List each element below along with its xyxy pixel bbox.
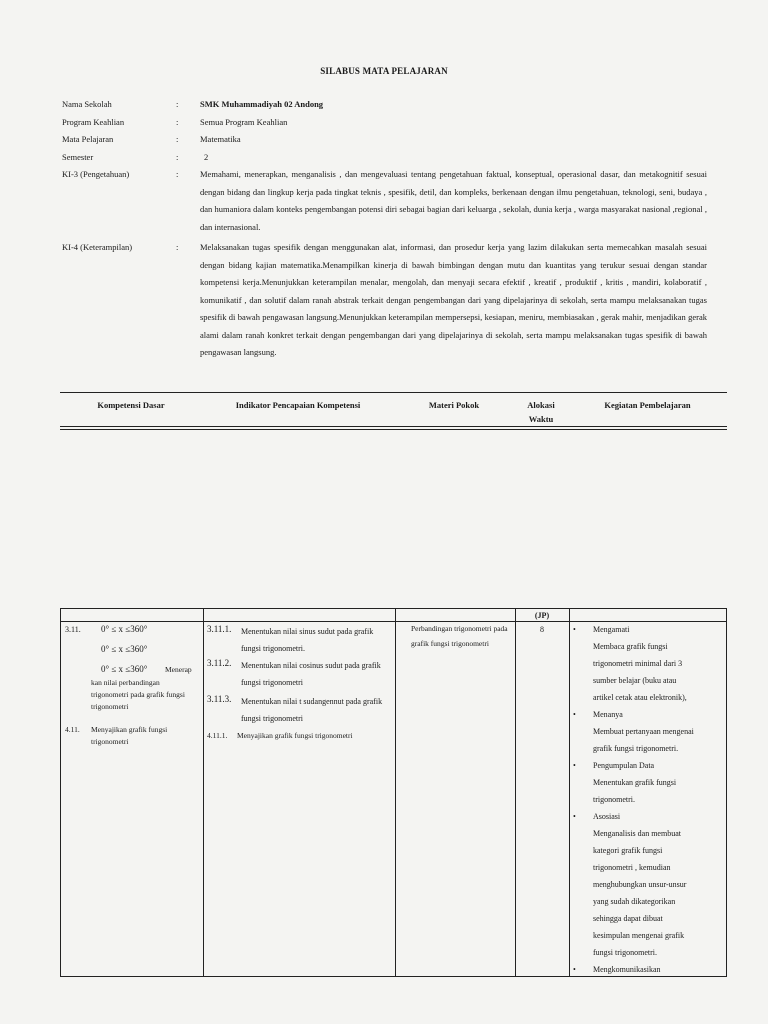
meta-row-ki4 [62, 239, 707, 362]
kegiatan-line: menghubungkan unsur-unsur [593, 880, 687, 889]
kd-311-range: 0° ≤ x ≤360° [101, 624, 148, 634]
bullet-icon: • [573, 812, 576, 821]
kegiatan-line: Membaca grafik fungsi [593, 642, 668, 651]
semester-value: 2 [204, 151, 209, 162]
ki4-text: Melaksanakan tugas spesifik dengan menggunakan alat, informasi, dan prosedur kerja yang lazim dilakukan serta memecahkan masalah sesuai dengan bidang kajian matematika.Menampilkan kinerja di bawah bimbingan dengan mutu dan kuantitas yang terukur sesuai dengan standar kompetensi kerja.Menunjukkan keterampilan menalar, mengolah, dan menyaji secara efektif , kreatif , produktif , kritis , mandiri, kolaboratif , komunikatif , dan solutif dalam ranah abstrak terkait dengan pengembangan dari yang dipelajarinya di sekolah, serta mampu melaksanakan tugas spesifik di bawah pengawasan langsung.Menunjukkan keterampilan mempersepsi, kesiapan, meniru, membiasakan , gerak mahir, menjadikan gerak alami dalam ranah konkret terkait dengan pengembangan dari yang dipelajarinya di sekolah, serta mampu melaksanakan tugas spesifik di bawah pengawasan langsung. [200, 242, 707, 357]
ipk-2-number: 3.11.2. [207, 658, 232, 668]
bullet-icon: • [573, 710, 576, 719]
meta-separator: : [176, 116, 179, 127]
kd-311-text-a: Menerap [165, 665, 192, 674]
syllabus-table [60, 608, 727, 977]
kd-311-range: 0° ≤ x ≤360° [101, 664, 148, 674]
kegiatan-line: Menganalisis dan membuat [593, 829, 681, 838]
ipk-2-text: Menentukan nilai cosinus sudut pada grafik fungsi trigonometri [241, 661, 381, 687]
kegiatan-line: Membuat pertanyaan mengenai [593, 727, 694, 736]
kegiatan-line: artikel cetak atau elektronik), [593, 693, 687, 702]
meta-separator: : [176, 134, 179, 144]
meta-label: Semester [62, 151, 94, 162]
kegiatan-line: sumber belajar (buku atau [593, 676, 677, 685]
header-waktu: Waktu [528, 414, 554, 424]
column-divider [515, 609, 516, 976]
subject-value: Matematika [200, 134, 241, 144]
column-divider [569, 609, 570, 976]
column-divider [203, 609, 204, 976]
kegiatan-line: yang sudah dikategorikan [593, 897, 676, 906]
header-alokasi: Alokasi [527, 400, 555, 410]
kegiatan-line: grafik fungsi trigonometri. [593, 744, 679, 753]
header-ipk: Indikator Pencapaian Kompetensi [235, 400, 361, 410]
kegiatan-line: fungsi trigonometri. [593, 948, 657, 957]
bullet-icon: • [573, 965, 576, 974]
kegiatan-head: Pengumpulan Data [593, 761, 655, 770]
kegiatan-head: Mengamati [593, 625, 630, 634]
header-kd: Kompetensi Dasar [97, 400, 165, 410]
ipk-1-number: 3.11.1. [207, 624, 232, 634]
ki3-text: Memahami, menerapkan, menganalisis , dan mengevaluasi tentang pengetahuan faktual, konseptual, operasional dasar, dan metakognitif sesuai dengan bidang dan lingkup kerja pada tingkat teknis , spesifik, detil, dan kompleks, berkenaan dengan ilmu pengetahuan, teknologi, seni, budaya , dan humaniora dalam konteks pengembangan potensi diri sebagai bagian dari keluarga , sekolah, dunia kerja , warga masyarakat nasional ,regional , dan internasional. [200, 169, 707, 232]
meta-separator: : [176, 99, 179, 109]
meta-row-subject [62, 131, 707, 149]
meta-row-ki3 [62, 166, 707, 236]
meta-label: KI-4 (Keterampilan) [62, 242, 133, 252]
kd-411-number: 4.11. [65, 725, 80, 734]
kegiatan-line: kesimpulan mengenai grafik [593, 931, 685, 940]
header-materi: Materi Pokok [428, 400, 480, 410]
kegiatan-head: Mengkomunikasikan [593, 965, 661, 974]
meta-row-program [62, 114, 707, 132]
kd-311-text: kan nilai perbandingan trigonometri pada grafik fungsi trigonometri [91, 678, 185, 711]
kd-311-number: 3.11. [65, 625, 81, 634]
kegiatan-line: sehingga dapat dibuat [593, 914, 663, 923]
table-header [60, 392, 727, 427]
kegiatan-line: trigonometri , kemudian [593, 863, 671, 872]
alokasi-waktu: 8 [540, 625, 544, 634]
kd-411-text: Menyajikan grafik fungsi trigonometri [91, 725, 168, 746]
meta-row-school [62, 96, 707, 114]
program-value: Semua Program Keahlian [200, 116, 288, 127]
meta-row-semester [62, 149, 707, 167]
kd-311-range: 0° ≤ x ≤360° [101, 644, 148, 654]
meta-label: Nama Sekolah [62, 99, 112, 109]
header-kegiatan: Kegiatan Pembelajaran [604, 400, 691, 410]
meta-separator: : [176, 169, 179, 179]
kegiatan-line: trigonometri minimal dari 3 [593, 659, 683, 668]
ipk-1-text: Menentukan nilai sinus sudut pada grafik fungsi trigonometri. [241, 627, 374, 653]
document-title: SILABUS MATA PELAJARAN [320, 66, 448, 76]
meta-label: Mata Pelajaran [62, 134, 114, 144]
kegiatan-line: trigonometri. [593, 795, 635, 804]
kegiatan-line: Menentukan grafik fungsi [593, 778, 677, 787]
ipk-3-number: 3.11.3. [207, 694, 232, 704]
meta-label: Program Keahlian [62, 116, 125, 127]
ipk-4-text: Menyajikan grafik fungsi trigonometri [237, 731, 353, 740]
ipk-4-number: 4.11.1. [207, 731, 228, 740]
column-divider [395, 609, 396, 976]
header-jp: (JP) [534, 611, 550, 620]
header-rule [60, 429, 727, 430]
kegiatan-head: Menanya [593, 710, 623, 719]
meta-separator: : [176, 151, 179, 162]
materi-pokok: Perbandingan trigonometri pada grafik fungsi trigonometri [411, 624, 508, 648]
meta-separator: : [176, 242, 179, 252]
kegiatan-line: kategori grafik fungsi [593, 846, 663, 855]
meta-block [62, 96, 707, 362]
kegiatan-head: Asosiasi [593, 812, 621, 821]
bullet-icon: • [573, 761, 576, 770]
ipk-3-text: Menentukan nilai t sudangennut pada grafik fungsi trigonometri [241, 697, 383, 723]
meta-label: KI-3 (Pengetahuan) [62, 169, 130, 179]
bullet-icon: • [573, 625, 576, 634]
school-name: SMK Muhammadiyah 02 Andong [200, 99, 324, 109]
